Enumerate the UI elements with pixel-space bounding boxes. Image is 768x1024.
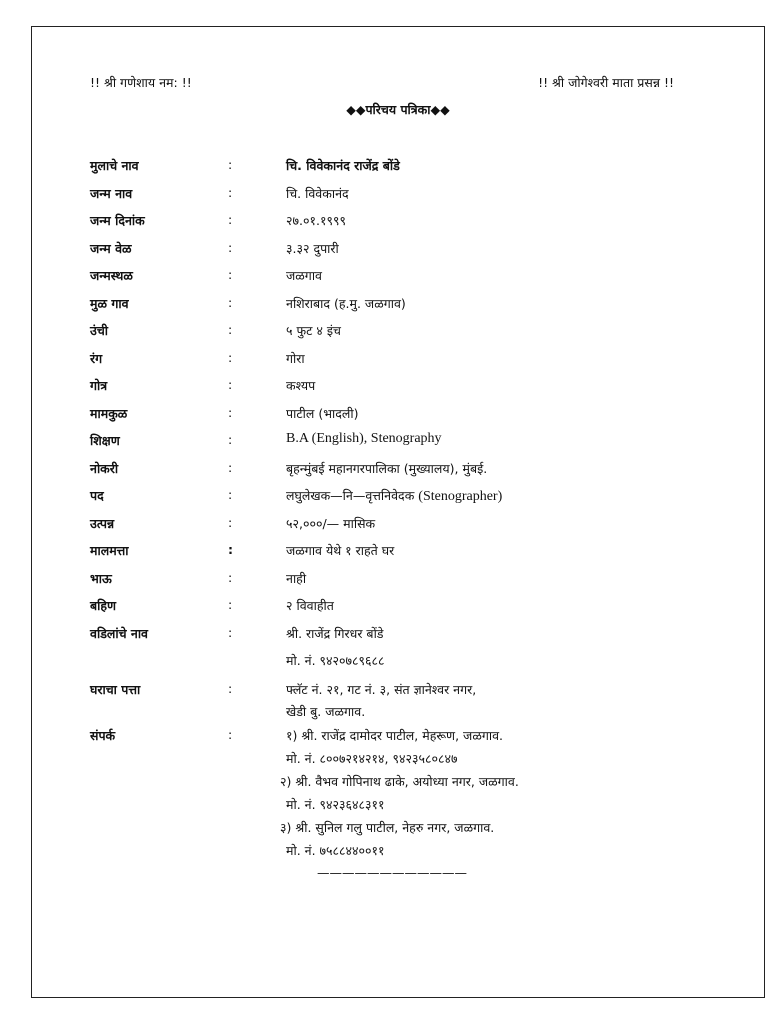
detail-row-boy-name [90,157,730,177]
detail-value: चि. विवेकानंद [286,185,349,201]
detail-value: गोरा [286,350,305,366]
detail-value: नशिराबाद (ह.मु. जळगाव) [286,295,406,311]
detail-value: फ्लॅट नं. २१, गट नं. ३, संत ज्ञानेश्वर नगर, [286,682,477,697]
detail-separator: : [228,377,233,392]
document-page [31,26,765,998]
detail-value: २) श्री. वैभव गोपिनाथ ढाके, अयोध्या नगर, जळगाव. [280,774,519,789]
detail-row-birth-name [90,185,730,205]
detail-row-father-name [90,625,730,645]
detail-separator: : [228,569,233,585]
detail-label: मामकुळ [90,405,128,421]
detail-row-gotra [90,377,730,397]
detail-separator: : [228,624,233,640]
detail-row-contact-2 [90,773,730,793]
detail-label: गोत्र [90,378,108,393]
detail-label: वडिलांचे नाव [90,625,149,641]
detail-separator: : [228,487,233,502]
detail-value: नाही [286,570,307,586]
detail-label: बहिण [90,598,117,613]
detail-separator: : [228,514,233,530]
post-title-marathi: लघुलेखक—नि—वृत्तनिवेदक [286,488,415,503]
detail-label: उंची [90,323,109,338]
detail-value: बृहन्मुंबई महानगरपालिका (मुख्यालय), मुंबई. [286,460,488,476]
detail-value: २७.०१.१९९९ [286,213,346,228]
detail-row-contact-mobile-3 [90,842,730,862]
detail-separator: : [228,267,233,282]
detail-value: ५ फुट ४ इंच [286,323,341,338]
detail-value: जळगाव [286,268,323,283]
detail-label: जन्म नाव [90,185,133,201]
detail-row-post [90,487,730,507]
detail-row-income [90,515,730,535]
detail-separator: : [228,404,233,420]
detail-separator: : [228,157,233,172]
document-title: ◆◆परिचय पत्रिका◆◆ [346,102,450,117]
detail-row-height [90,322,730,342]
detail-label: जन्म दिनांक [90,213,145,228]
detail-separator: : [228,184,233,200]
detail-value [286,487,502,505]
header-left-invocation: !! श्री गणेशाय नम: !! [90,75,192,90]
detail-value: चि. विवेकानंद राजेंद्र बोंडे [286,158,400,173]
detail-label: पद [90,488,104,503]
detail-separator: : [228,727,233,742]
detail-value: मो. नं. ७५८८४४००११ [286,843,385,858]
detail-row-sister [90,597,730,617]
detail-row-address-line2 [90,703,730,723]
detail-row-maternal-family [90,405,730,425]
detail-separator: : [228,322,233,337]
detail-separator: : [228,542,233,557]
detail-label: जन्म वेळ [90,240,132,256]
detail-label: रंग [90,350,103,366]
detail-value: श्री. राजेंद्र गिरधर बोंडे [286,625,384,641]
detail-value: कश्यप [286,378,316,393]
detail-value: ३) श्री. सुनिल गलु पाटील, नेहरु नगर, जळगाव. [280,820,495,835]
detail-value: पाटील (भादली) [286,405,359,421]
post-title-english: (Stenographer) [418,489,503,504]
closing-line: ———————————— [317,865,467,880]
detail-row-property [90,542,730,562]
detail-separator: : [228,681,233,696]
detail-row-birth-time [90,240,730,260]
detail-value: B.A (English), Stenography [286,431,442,446]
detail-separator: : [228,294,233,310]
detail-row-father-mobile [90,652,730,672]
detail-row-contact-3 [90,819,730,839]
detail-row-job [90,460,730,480]
header-right-invocation: !! श्री जोगेश्वरी माता प्रसन्न !! [538,75,674,90]
detail-label: भाऊ [90,570,112,586]
detail-row-brother [90,570,730,590]
detail-label: उत्पन्न [90,515,115,531]
detail-value: ५२,०००/— मासिक [286,515,376,531]
detail-value: मो. नं. ८००७२१४२१४, ९४२३५८०८४७ [286,751,458,766]
detail-label: नोकरी [90,460,119,476]
detail-value: मो. नं. ९४२३६४८३११ [286,797,385,812]
detail-label: मालमत्ता [90,543,129,558]
detail-row-address [90,681,730,701]
detail-label: शिक्षण [90,433,120,448]
detail-separator: : [228,349,233,365]
detail-separator: : [228,432,233,447]
detail-label: मुलाचे नाव [90,158,139,173]
detail-label: जन्मस्थळ [90,268,133,283]
detail-row-contact-mobile-2 [90,796,730,816]
detail-row-birth-place [90,267,730,287]
detail-row-complexion [90,350,730,370]
detail-row-contact-mobile-1 [90,750,730,770]
detail-label: घराचा पत्ता [90,682,141,697]
detail-separator: : [228,239,233,255]
detail-value: मो. नं. ९४२०७८९६८८ [286,653,385,668]
detail-separator: : [228,212,233,227]
detail-value: जळगाव येथे १ राहते घर [286,543,395,558]
detail-value: १) श्री. राजेंद्र दामोदर पाटील, मेहरूण, जळगाव. [286,728,504,743]
detail-row-contact [90,727,730,747]
detail-row-education [90,432,730,452]
detail-separator: : [228,597,233,612]
detail-value: खेडी बु. जळगाव. [286,704,366,719]
detail-label: मुळ गाव [90,295,129,311]
detail-value: ३.३२ दुपारी [286,240,339,256]
detail-label: संपर्क [90,728,116,743]
detail-value: २ विवाहीत [286,598,334,613]
detail-row-native-place [90,295,730,315]
detail-separator: : [228,459,233,475]
detail-row-birth-date [90,212,730,232]
